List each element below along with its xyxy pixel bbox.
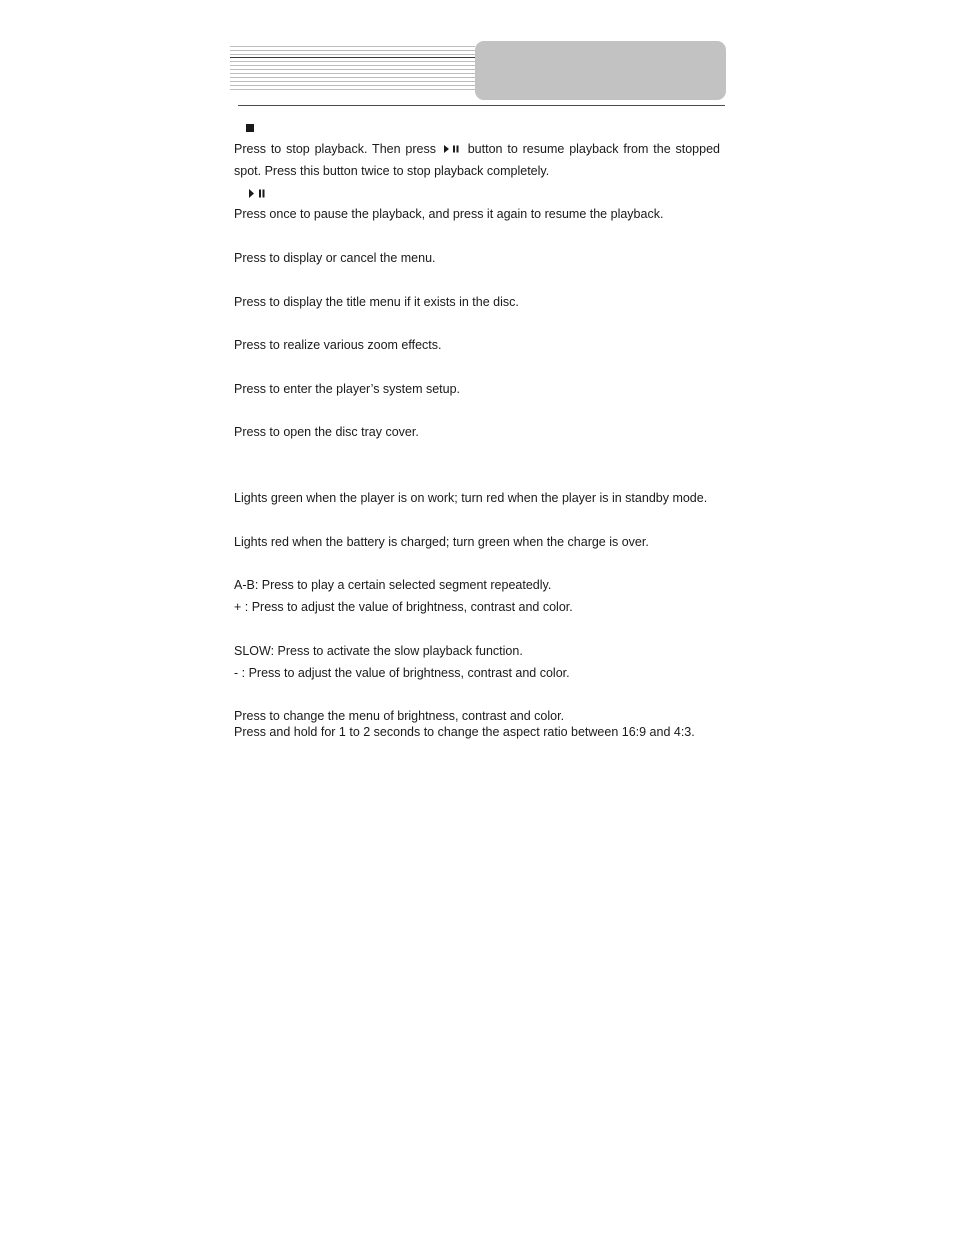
slow-description: SLOW: Press to activate the slow playback function. [234,644,523,658]
plus-description: + : Press to adjust the value of brightness, contrast and color. [234,600,573,614]
stop-text-part-1: Press to stop playback. Then press [234,142,436,156]
stop-description-line-1 [234,141,720,157]
stop-description-line-2: spot. Press this button twice to stop playback completely. [234,164,550,178]
zoom-description: Press to realize various zoom effects. [234,338,442,352]
menu-description: Press to display or cancel the menu. [234,251,436,265]
mode-description-line-1: Press to change the menu of brightness, contrast and color. [234,709,565,723]
stop-icon [246,124,254,132]
charge-indicator-description: Lights red when the battery is charged; turn green when the charge is over. [234,535,649,549]
ab-description: A-B: Press to play a certain selected segment repeatedly. [234,578,552,592]
header-rule [238,105,725,106]
stop-text-part-2: button to resume playback from the stopped [467,142,720,156]
mode-description-line-2: Press and hold for 1 to 2 seconds to change the aspect ratio between 16:9 and 4:3. [234,725,695,739]
header-box [475,41,726,100]
play-pause-icon [443,144,459,154]
minus-description: - : Press to adjust the value of brightness, contrast and color. [234,666,570,680]
power-indicator-description: Lights green when the player is on work; turn red when the player is in standby mode. [234,491,708,505]
setup-description: Press to enter the player’s system setup. [234,382,461,396]
play-pause-icon [248,188,266,199]
title-description: Press to display the title menu if it exists in the disc. [234,295,519,309]
header-stripes [230,46,475,92]
play-pause-description: Press once to pause the playback, and press it again to resume the playback. [234,207,664,221]
open-description: Press to open the disc tray cover. [234,425,419,439]
